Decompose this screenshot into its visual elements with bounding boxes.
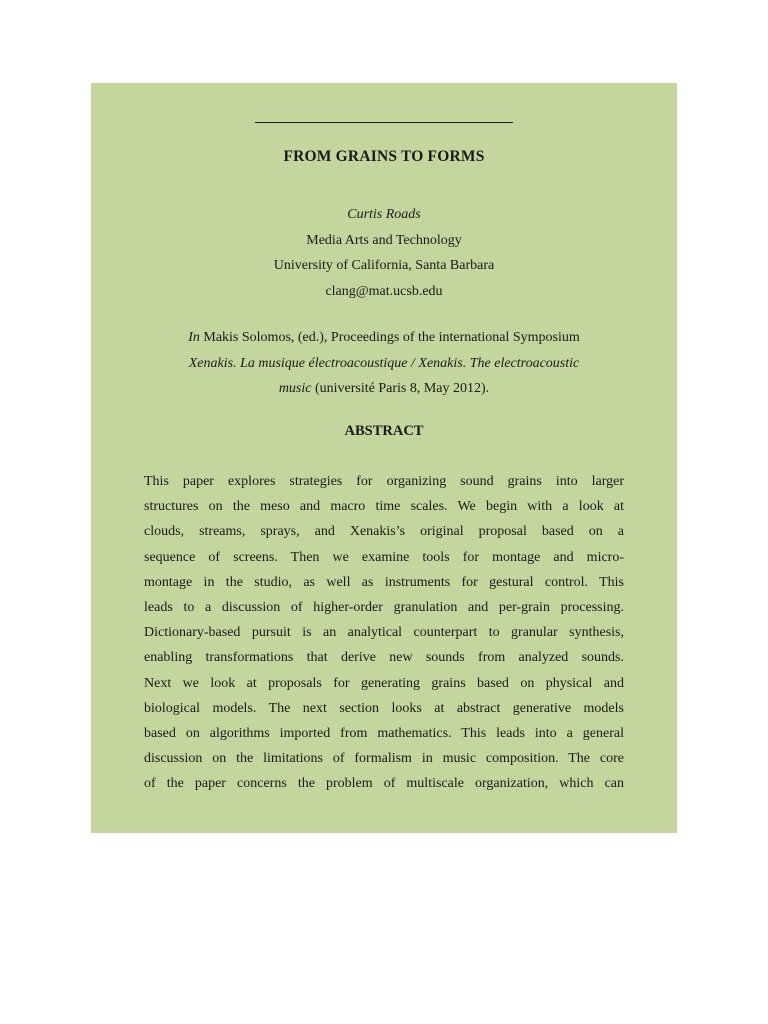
abstract-line: Dictionary-based pursuit is an analytical counterpart to granular synthesis, — [144, 625, 624, 641]
citation-line-2-text: Xenakis. La musique électroacoustique / Xenakis. The electroacoustic — [188, 355, 580, 371]
abstract-line: structures on the meso and macro time scales. We begin with a look at — [144, 499, 624, 515]
abstract-line: biological models. The next section looks at abstract generative models — [144, 700, 624, 716]
abstract-line: based on algorithms imported from mathematics. This leads into a general — [144, 725, 624, 741]
document-page — [91, 83, 677, 833]
author-email: clang@mat.ucsb.edu — [325, 283, 443, 299]
author-institution: University of California, Santa Barbara — [273, 258, 495, 273]
citation — [91, 325, 677, 402]
abstract-heading: ABSTRACT — [344, 423, 424, 439]
citation-line-1 — [91, 325, 677, 351]
abstract-line: sequence of screens. Then we examine tools for montage and micro- — [144, 549, 624, 565]
author-name: Curtis Roads — [347, 207, 421, 222]
abstract-line: Next we look at proposals for generating grains based on physical and — [144, 675, 624, 691]
citation-line-3 — [91, 376, 677, 402]
abstract-line: clouds, streams, sprays, and Xenakis’s original proposal based on a — [144, 524, 624, 540]
citation-in-label: In — [188, 330, 200, 345]
citation-line-1-text: Makis Solomos, (ed.), Proceedings of the international Symposium — [199, 330, 580, 345]
title-rule — [255, 122, 513, 123]
author-department: Media Arts and Technology — [306, 232, 462, 248]
abstract-line: of the paper concerns the problem of multiscale organization, which can — [144, 776, 624, 792]
abstract-line: discussion on the limitations of formalism in music composition. The core — [144, 751, 624, 767]
citation-line-3-italic: music — [278, 381, 312, 396]
author-block — [91, 202, 677, 304]
abstract-line: leads to a discussion of higher-order granulation and per-grain processing. — [144, 599, 624, 615]
citation-line-3-text: (université Paris 8, May 2012). — [311, 381, 490, 396]
abstract-body — [144, 469, 624, 796]
abstract-line: This paper explores strategies for organizing sound grains into larger — [144, 474, 624, 489]
citation-line-2 — [91, 351, 677, 377]
paper-title: FROM GRAINS TO FORMS — [283, 148, 485, 165]
abstract-line: enabling transformations that derive new sounds from analyzed sounds. — [144, 650, 624, 666]
abstract-line: montage in the studio, as well as instruments for gestural control. This — [144, 574, 624, 590]
